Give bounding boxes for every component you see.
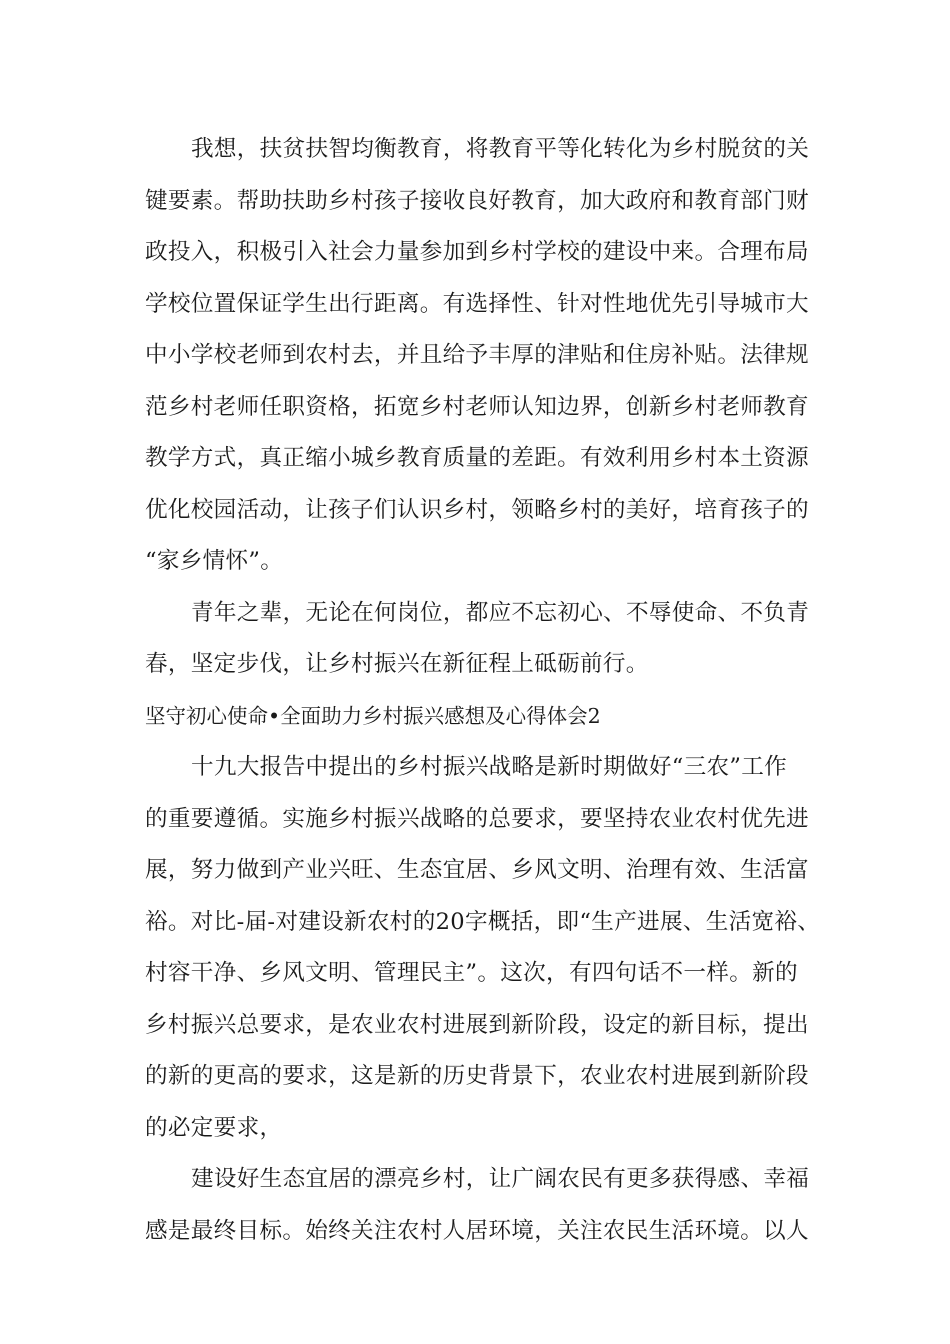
text-line: 的必定要求， — [145, 1114, 283, 1141]
text-line: 裕。对比-届-对建设新农村的20字概括，即“生产进展、生活宽裕、 — [145, 908, 821, 935]
text-line: 建设好生态宜居的漂亮乡村，让广阔农民有更多获得感、幸福 — [191, 1166, 810, 1192]
text-line: 感是最终目标。始终关注农村人居环境，关注农民生活环境。以人 — [145, 1217, 809, 1244]
section-heading: 坚守初心使命•全面助力乡村振兴感想及心得体会2 — [145, 703, 601, 728]
text-line: 村容干净、乡风文明、管理民主”。这次，有四句话不一样。新的 — [145, 960, 798, 986]
text-line: 春，坚定步伐，让乡村振兴在新征程上砥砺前行。 — [145, 651, 649, 677]
text-line: “家乡情怀”。 — [145, 548, 284, 574]
text-line: 学校位置保证学生出行距离。有选择性、针对性地优先引导城市大 — [145, 290, 809, 317]
text-line: 教学方式，真正缩小城乡教育质量的差距。有效利用乡村本土资源 — [145, 445, 809, 471]
text-line: 我想，扶贫扶智均衡教育，将教育平等化转化为乡村脱贫的关 — [191, 136, 810, 162]
text-line: 中小学校老师到农村去，并且给予丰厚的津贴和住房补贴。法律规 — [145, 342, 809, 368]
document-body — [145, 124, 825, 1257]
text-line: 优化校园活动，让孩子们认识乡村，领略乡村的美好，培育孩子的 — [145, 496, 809, 523]
text-line: 政投入，积极引入社会力量参加到乡村学校的建设中来。合理布局 — [145, 239, 809, 265]
text-line: 的新的更高的要求，这是新的历史背景下，农业农村进展到新阶段 — [145, 1063, 809, 1089]
paragraph-education — [145, 124, 825, 588]
text-line: 范乡村老师任职资格，拓宽乡村老师认知边界，创新乡村老师教育 — [145, 393, 809, 420]
text-line: 的重要遵循。实施乡村振兴战略的总要求，要坚持农业农村优先进 — [145, 805, 809, 832]
text-line: 展，努力做到产业兴旺、生态宜居、乡风文明、治理有效、生活富 — [145, 857, 809, 883]
paragraph-youth — [145, 588, 825, 691]
text-line: 乡村振兴总要求，是农业农村进展到新阶段，设定的新目标，提出 — [145, 1011, 809, 1038]
text-line: 键要素。帮助扶助乡村孩子接收良好教育，加大政府和教育部门财 — [145, 187, 809, 214]
text-line: 青年之辈，无论在何岗位，都应不忘初心、不辱使命、不负青 — [191, 599, 810, 626]
text-line: 十九大报告中提出的乡村振兴战略是新时期做好“三农”工作 — [191, 754, 788, 780]
paragraph-strategy — [145, 742, 825, 1154]
paragraph-environment — [145, 1154, 825, 1257]
